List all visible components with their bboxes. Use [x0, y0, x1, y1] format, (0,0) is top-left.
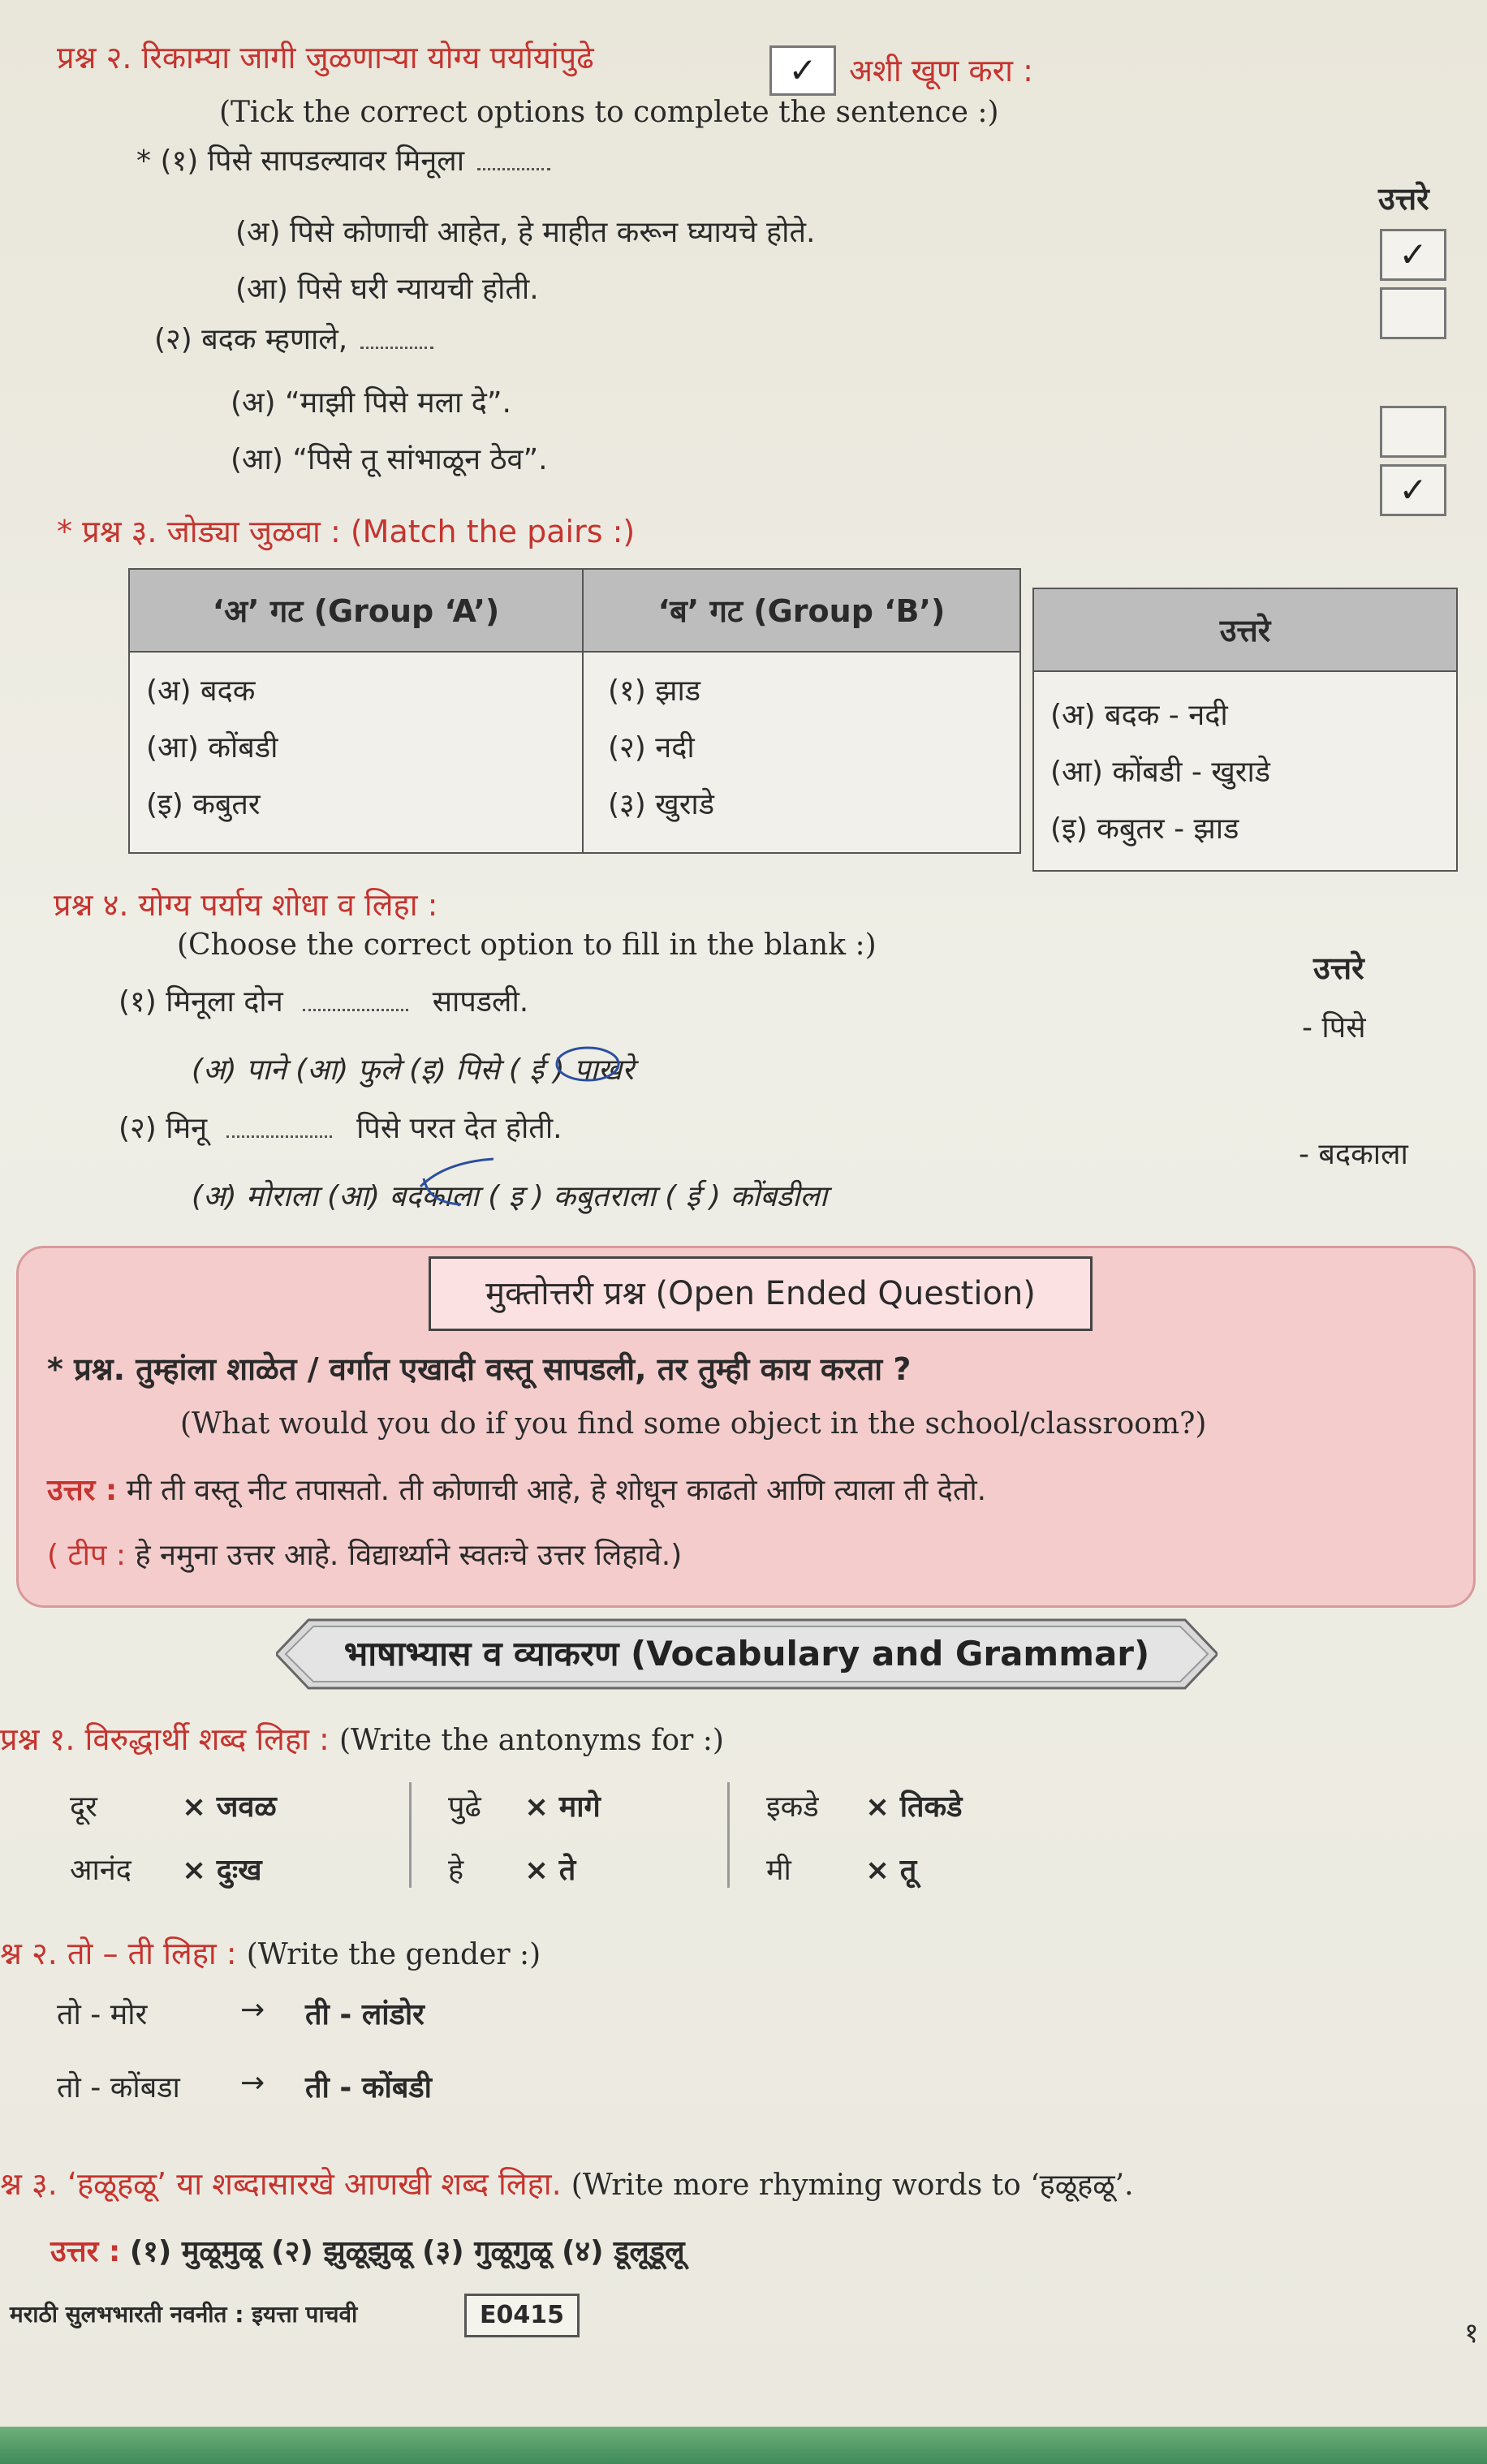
q2-english: (Tick the correct options to complete the sentence :) [219, 96, 999, 129]
q4-item2-answer: - बदकाला [1299, 1138, 1408, 1171]
gender-from: तो - मोर [57, 1998, 148, 2031]
group-a-item: (इ) कबुतर [146, 788, 261, 821]
antonym-word: पुढे [448, 1790, 481, 1824]
match-table [128, 568, 1021, 854]
group-a-item: (अ) बदक [146, 674, 256, 708]
page-number: १ [1464, 2317, 1479, 2350]
column-divider [409, 1782, 412, 1888]
answer-item: (इ) कबुतर - झाड [1050, 812, 1239, 846]
col-a-header: ‘अ’ गट (Group ‘A’) [129, 569, 583, 652]
circled-option-mark [554, 1044, 622, 1084]
antonym-word: आनंद [70, 1854, 131, 1887]
antonym-answer: × दुःख [182, 1854, 262, 1887]
q2-item1-tick-a: ✓ [1380, 229, 1446, 281]
blank-line [303, 986, 408, 1011]
gender-to: ती - कोंबडी [305, 2071, 432, 2104]
blank-line [226, 1113, 332, 1138]
q4-answers-label: उत्तरे [1313, 950, 1364, 986]
group-b-cell [583, 652, 1020, 853]
open-ended-title: मुक्तोत्तरी प्रश्न (Open Ended Question) [429, 1256, 1093, 1331]
blank-line [360, 324, 433, 349]
column-divider [727, 1782, 730, 1888]
group-b-item: (३) खुराडे [608, 788, 715, 821]
group-a-item: (आ) कोंबडी [146, 731, 278, 765]
oe-note: ( टीप : हे नमुना उत्तर आहे. विद्यार्थ्याने स्वतःचे उत्तर लिहावे.) [47, 1539, 683, 1572]
antonym-answer: × ते [524, 1854, 576, 1887]
q4-item1: (१) मिनूला दोन सापडली. [119, 985, 529, 1019]
q4-item1-answer: - पिसे [1302, 1011, 1366, 1045]
q2-item1-opt-a: (अ) पिसे कोणाची आहेत, हे माहीत करून घ्यायचे होते. [235, 216, 816, 249]
group-a-cell [129, 652, 583, 853]
grammar-q1-title: प्रश्न १. विरुद्धार्थी शब्द लिहा : (Write the antonyms for :) [0, 1721, 724, 1757]
grammar-banner-text: भाषाभ्यास व व्याकरण (Vocabulary and Grammar) [343, 1634, 1150, 1674]
group-b-item: (२) नदी [608, 731, 695, 765]
antonym-answer: × मागे [524, 1790, 601, 1824]
match-answers-table [1032, 588, 1458, 872]
antonym-answer: × तिकडे [865, 1790, 963, 1824]
q2-item2-opt-b: (आ) “पिसे तू सांभाळून ठेव”. [231, 443, 548, 476]
oe-english: (What would you do if you find some object in the school/classroom?) [180, 1407, 1207, 1441]
gender-from: तो - कोंबडा [57, 2071, 180, 2104]
antonym-word: दूर [70, 1790, 97, 1824]
antonym-word: हे [448, 1854, 464, 1887]
footer-book-title: मराठी सुलभभारती नवनीत : इयत्ता पाचवी [10, 2301, 358, 2328]
oe-answer: उत्तर : मी ती वस्तू नीट तपासतो. ती कोणाची आहे, हे शोधून काढतो आणि त्याला ती देतो. [47, 1474, 987, 1507]
grammar-q3-title: श्न ३. ‘हळूहळू’ या शब्दासारखे आणखी शब्द लिहा. (Write more rhyming words to ‘हळूहळू’. [0, 2166, 1134, 2202]
answer-item: (अ) बदक - नदी [1050, 699, 1228, 732]
q3-title: * प्रश्न ३. जोड्या जुळवा : (Match the pairs :) [57, 514, 636, 549]
q4-title: प्रश्न ४. योग्य पर्याय शोधा व लिहा : [54, 887, 438, 923]
answers-header: उत्तरे [1033, 588, 1457, 671]
circled-option-mark [412, 1154, 502, 1211]
grammar-q3-answer: उत्तर : (१) मुळूमुळू (२) झुळूझुळू (३) गुळूगुळू (४) डूलूडूलू [50, 2235, 685, 2268]
q2-item1-tick-b [1380, 287, 1446, 339]
arrow-icon: → [240, 2066, 265, 2100]
q2-item1-opt-b: (आ) पिसे घरी न्यायची होती. [235, 273, 539, 306]
gender-to: ती - लांडोर [305, 1998, 425, 2031]
q2-answers-label: उत्तरे [1378, 181, 1429, 217]
q4-english: (Choose the correct option to fill in the blank :) [177, 928, 877, 962]
arrow-icon: → [240, 1993, 265, 2027]
answer-item: (आ) कोंबडी - खुराडे [1050, 756, 1271, 789]
antonym-word: इकडे [766, 1790, 819, 1824]
answers-cell [1033, 671, 1457, 871]
grammar-q2-title: श्न २. तो – ती लिहा : (Write the gender :) [0, 1936, 541, 1971]
antonym-answer: × तू [865, 1854, 917, 1887]
q2-item2-opt-a: (अ) “माझी पिसे मला दे”. [231, 386, 511, 420]
col-b-header: ‘ब’ गट (Group ‘B’) [583, 569, 1020, 652]
q2-item2-tick-b: ✓ [1380, 464, 1446, 516]
q4-item1-options: (अ) पाने (आ) फुले (इ) पिसे ( ई ) पाखरे [192, 1053, 634, 1087]
q2-item2-tick-a [1380, 406, 1446, 458]
group-b-item: (१) झाड [608, 674, 701, 708]
q4-item2: (२) मिनू पिसे परत देत होती. [119, 1112, 562, 1145]
q2-title-suffix: अशी खूण करा : [849, 53, 1033, 88]
q2-item1: * (१) पिसे सापडल्यावर मिनूला [136, 140, 550, 179]
antonym-word: मी [766, 1854, 791, 1887]
blank-line [477, 145, 550, 170]
green-table-strip [0, 2427, 1487, 2464]
oe-question: * प्रश्न. तुम्हांला शाळेत / वर्गात एखादी वस्तू सापडली, तर तुम्ही काय करता ? [47, 1351, 912, 1387]
tick-sample-box: ✓ [769, 45, 836, 96]
grammar-banner [276, 1617, 1218, 1691]
q4-item2-options: (अ) मोराला (आ) बदकाला ( इ ) कबुतराला ( ई ) कोंबडीला [192, 1180, 828, 1213]
antonym-answer: × जवळ [182, 1790, 277, 1824]
q2-item2: (२) बदक म्हणाले, [154, 318, 433, 358]
footer-code: E0415 [464, 2294, 580, 2337]
q2-title: प्रश्न २. रिकाम्या जागी जुळणाऱ्या योग्य पर्यायांपुढे [57, 40, 594, 75]
